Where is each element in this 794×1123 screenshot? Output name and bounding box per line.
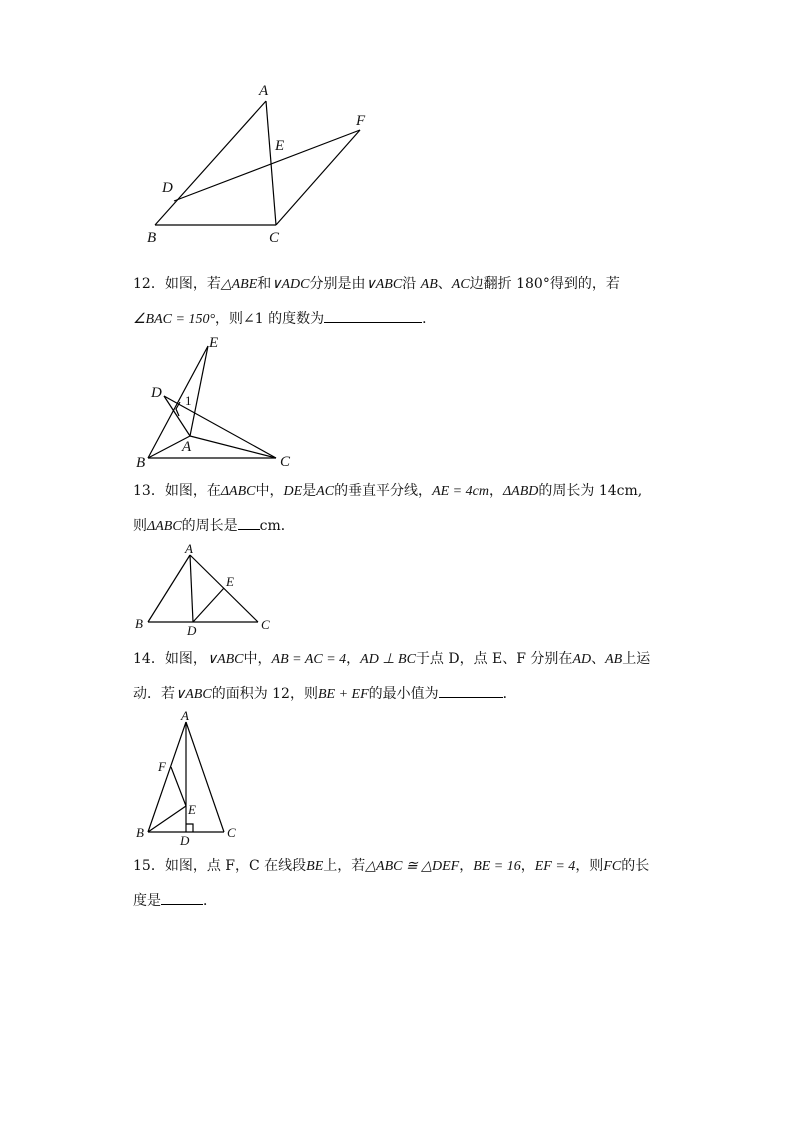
label-a: A (182, 439, 192, 455)
question-13-line-1 (133, 484, 642, 499)
text: 如图，在 (164, 483, 221, 499)
text: 于点 D，点 E、F 分别在 (415, 651, 573, 667)
math-tri-abc: ∨ABC (175, 687, 212, 702)
label-c: C (269, 230, 280, 246)
text: ， (520, 858, 535, 874)
math-tri-abc: ΔABC (220, 484, 256, 499)
text: 分别是由 (309, 276, 366, 292)
text: 上，若 (323, 858, 366, 874)
text: 如图， (164, 651, 207, 667)
label-a: A (259, 83, 269, 99)
question-number: 15． (133, 858, 165, 874)
label-f: F (158, 759, 166, 774)
math-tri-abc: ∨ABC (206, 652, 244, 667)
label-e: E (226, 574, 234, 589)
label-e: E (188, 802, 196, 817)
label-a: A (181, 708, 189, 723)
text: ， (488, 483, 503, 499)
question-12-line-1 (133, 277, 620, 292)
math-tri-abc: ∨ABC (365, 277, 403, 292)
label-c: C (280, 454, 291, 470)
text: ． (422, 311, 437, 327)
question-15-line-2 (133, 890, 217, 908)
text: 的最小值为 (368, 686, 439, 702)
text: 如图，点 F，C 在线段 (164, 858, 307, 874)
math-congruence: △ABC ≅ △DEF (365, 859, 460, 874)
math-be-plus-ef: BE + EF (317, 687, 369, 702)
text: 动．若 (133, 686, 175, 702)
math-tri-abc: ΔABC (147, 519, 182, 534)
text: 如图，若 (164, 276, 221, 292)
text: 沿 (402, 276, 417, 292)
figure-q13-drawing (0, 540, 794, 640)
label-d: D (151, 385, 162, 401)
text: 则 (133, 518, 147, 534)
math-seg-ab: AB (605, 652, 623, 667)
math-ef-4: EF = 4 (534, 859, 576, 874)
label-f: F (356, 113, 366, 129)
angle-1-label: 1 (185, 393, 192, 408)
label-d: D (162, 180, 173, 196)
math-seg-be: BE (306, 859, 324, 874)
answer-blank[interactable] (238, 515, 260, 530)
figure-q12-drawing (0, 330, 794, 470)
math-seg-fc: FC (603, 859, 622, 874)
question-number: 14． (133, 651, 165, 667)
text: 、 (591, 651, 606, 667)
answer-blank[interactable] (439, 683, 503, 698)
label-b: B (136, 455, 146, 471)
label-b: B (136, 825, 144, 840)
math-angle-bac: ∠BAC = 150° (133, 312, 216, 327)
math-tri-abe: △ABE (220, 277, 258, 292)
text: 上运 (622, 651, 651, 667)
text: 的周长为 14cm, (538, 483, 643, 499)
question-number: 13． (133, 483, 165, 499)
math-ab-ac-4: AB = AC = 4 (271, 652, 347, 667)
label-e: E (209, 335, 219, 351)
text: 边翻折 180°得到的，若 (469, 276, 620, 292)
answer-blank[interactable] (161, 890, 203, 905)
text: 、 (437, 276, 452, 292)
text: 和 (257, 276, 272, 292)
text: cm． (259, 518, 295, 534)
text: 度是 (133, 893, 161, 909)
answer-blank[interactable] (324, 308, 422, 323)
text: 中， (243, 651, 272, 667)
label-e: E (275, 138, 285, 154)
label-c: C (227, 825, 236, 840)
text: 是 (302, 483, 317, 499)
text: ． (502, 686, 517, 702)
question-13-line-2 (133, 515, 295, 534)
label-c: C (261, 617, 270, 632)
text: 的垂直平分线， (334, 483, 433, 499)
text: 的面积为 12，则 (211, 686, 318, 702)
label-d: D (187, 623, 197, 638)
math-seg-de: DE (283, 484, 303, 499)
math-tri-abd: ΔABD (502, 484, 539, 499)
text: 的长 (621, 858, 650, 874)
text: 的周长是 (181, 518, 238, 534)
text: ，则∠1 的度数为 (215, 311, 325, 327)
math-ad-perp-bc: AD ⊥ BC (360, 652, 416, 667)
figure-q14-drawing (0, 700, 794, 840)
question-number: 12． (133, 276, 165, 292)
math-be-16: BE = 16 (473, 859, 521, 874)
math-seg-ad: AD (572, 652, 592, 667)
label-b: B (147, 230, 157, 246)
label-b: B (135, 616, 143, 631)
math-seg-ab: AB (420, 277, 438, 292)
text: ，则 (575, 858, 604, 874)
question-15-line-1 (133, 859, 649, 874)
math-ae-4cm: AE = 4cm (432, 484, 489, 499)
text: ， (459, 858, 474, 874)
text: ， (346, 651, 361, 667)
text: ． (203, 893, 217, 909)
question-14-line-1 (133, 652, 650, 667)
math-seg-ac: AC (316, 484, 335, 499)
label-d: D (180, 833, 190, 848)
math-seg-ac: AC (451, 277, 470, 292)
question-12-line-2 (133, 308, 436, 327)
math-tri-adc: ∨ADC (271, 277, 310, 292)
figure-q11-drawing (0, 0, 794, 260)
text: 中， (255, 483, 284, 499)
label-a: A (185, 541, 193, 556)
